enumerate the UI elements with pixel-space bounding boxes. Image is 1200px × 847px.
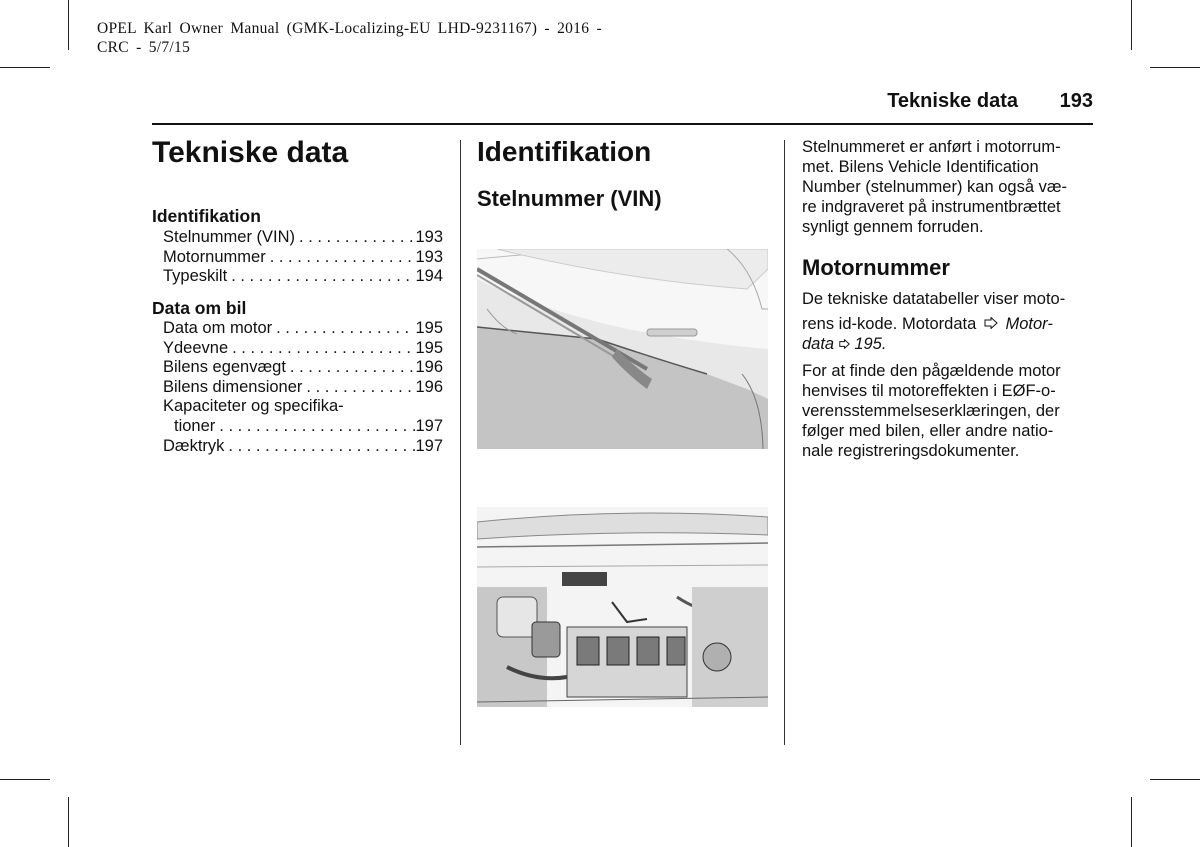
toc-entry-typeskilt[interactable] (163, 267, 443, 287)
toc-entry-page: 194 (415, 267, 443, 286)
chapter-title: Tekniske data (152, 136, 349, 169)
toc-entry-page: 196 (415, 377, 443, 396)
paragraph-line: verensstemmelseserklæringen, der (802, 402, 1060, 420)
print-meta-line: CRC - 5/7/15 (97, 39, 191, 56)
paragraph-line: Stelnummeret er anført i motorrum- (802, 138, 1061, 156)
toc-entry-page: 197 (415, 416, 443, 435)
toc-leader (286, 358, 416, 378)
paragraph-line: henvises til motoreffekten i EØF-o- (802, 382, 1056, 400)
paragraph-text: rens id-kode. Motordata (802, 315, 977, 333)
crop-mark (68, 0, 69, 50)
toc-list (163, 319, 443, 456)
toc-leader (224, 437, 415, 457)
paragraph-line: De tekniske datatabeller viser moto- (802, 290, 1066, 308)
toc-entry-page: 196 (415, 358, 443, 377)
column-divider (460, 140, 461, 745)
paragraph-line: re indgraveret på instrumentbrættet (802, 198, 1061, 216)
subsection-title: Stelnummer (VIN) (477, 186, 662, 211)
running-title: Tekniske data (887, 90, 1018, 112)
page-number: 193 (1059, 90, 1093, 112)
toc-entry-label: Data om motor (163, 319, 273, 337)
toc-entry-kapaciteter[interactable] (163, 397, 443, 417)
crop-mark (0, 779, 50, 780)
paragraph-line: synligt gennem forruden. (802, 218, 984, 236)
vin-paragraph (802, 137, 1102, 237)
toc-entry-stelnummer[interactable] (163, 228, 443, 248)
paragraph-line: følger med bilen, eller andre natio- (802, 422, 1054, 440)
paragraph-line (802, 314, 1102, 334)
column-divider (784, 140, 785, 745)
arrow-right-icon (839, 335, 850, 353)
toc-leader (227, 267, 415, 287)
toc-entry-page: 193 (415, 247, 443, 266)
toc-leader (266, 248, 416, 268)
header-rule (152, 123, 1093, 125)
toc-entry-motornummer[interactable] (163, 248, 443, 268)
toc-heading: Data om bil (152, 298, 247, 318)
toc-entry-label: Typeskilt (163, 267, 228, 286)
engine-bay-drawing (477, 507, 768, 707)
paragraph-line (802, 334, 1102, 354)
link-page: 195. (854, 335, 887, 353)
arrow-right-icon (981, 314, 1001, 334)
toc-entry-page: 197 (415, 436, 443, 455)
vin-location-illustration (477, 249, 768, 449)
toc-leader (228, 339, 415, 359)
toc-entry-label: Dæktryk (163, 436, 225, 455)
link-text: data (802, 335, 835, 353)
toc-entry-ydeevne[interactable] (163, 339, 443, 359)
crop-mark (1131, 0, 1132, 50)
toc-leader (295, 228, 415, 248)
link-text: Motor- (1005, 315, 1053, 333)
paragraph-line: Number (stelnummer) kan også væ- (802, 178, 1067, 196)
toc-entry-page: 193 (415, 228, 443, 246)
toc-leader (215, 417, 415, 437)
crop-mark (1131, 797, 1132, 847)
toc-entry-label: Bilens dimensioner (163, 377, 303, 396)
toc-entry-dimensioner[interactable] (163, 378, 443, 398)
toc-list (163, 228, 443, 287)
toc-entry-label: Motornummer (163, 247, 266, 266)
toc-entry-kapaciteter-cont[interactable] (163, 417, 443, 437)
toc-heading: Identifikation (152, 206, 261, 226)
vin-location-drawing (477, 249, 768, 449)
print-meta (97, 19, 602, 57)
paragraph-line: met. Bilens Vehicle Identification (802, 158, 1039, 176)
toc-entry-label: Stelnummer (VIN) (163, 228, 296, 246)
motordata-link[interactable] (1005, 315, 1052, 333)
toc-entry-label: Ydeevne (163, 338, 229, 357)
motornummer-paragraph (802, 289, 1102, 461)
toc-entry-page: 195 (415, 338, 443, 357)
crop-mark (1150, 779, 1200, 780)
toc-entry-label: tioner (174, 416, 216, 435)
toc-entry-data-om-motor[interactable] (163, 319, 443, 339)
toc-entry-daektryk[interactable] (163, 437, 443, 457)
engine-bay-illustration (477, 507, 768, 707)
section-title: Identifikation (477, 136, 652, 167)
toc-entry-egenvaegt[interactable] (163, 358, 443, 378)
motornummer-heading: Motornummer (802, 255, 950, 280)
toc-entry-label: Bilens egenvægt (163, 358, 286, 377)
crop-mark (68, 797, 69, 847)
print-meta-line: OPEL Karl Owner Manual (GMK-Localizing-EU LHD-9231167) - 2016 - (97, 20, 602, 37)
paragraph-line: nale registreringsdokumenter. (802, 442, 1020, 460)
toc-leader (302, 378, 415, 398)
paragraph-line: For at finde den pågældende motor (802, 362, 1061, 380)
toc-leader (272, 319, 415, 339)
crop-mark (0, 67, 50, 68)
crop-mark (1150, 67, 1200, 68)
toc-entry-page: 195 (415, 319, 443, 337)
motordata-link-cont[interactable] (802, 335, 886, 353)
toc-entry-label: Kapaciteter og specifika- (163, 397, 344, 416)
